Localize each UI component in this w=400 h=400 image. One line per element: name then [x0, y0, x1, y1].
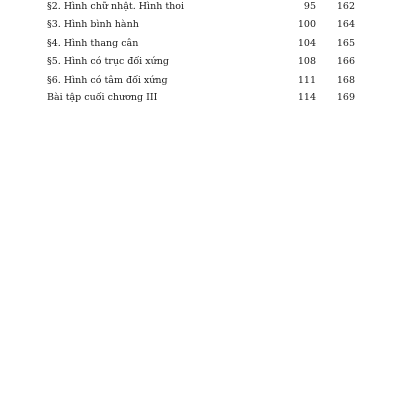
toc-entry-page: 168	[336, 75, 355, 86]
toc-entry-page: 169	[336, 92, 355, 103]
toc-entry-title: §3. Hình bình hành	[47, 19, 139, 30]
toc-entry-page: 100	[297, 19, 316, 30]
toc-entry-title: §4. Hình thang cân	[47, 38, 139, 49]
toc-entry-title: §5. Hình có trục đối xứng	[47, 56, 169, 67]
toc-row	[0, 37, 400, 51]
toc-entry-page: 104	[297, 38, 316, 49]
toc-entry-title: §6. Hình có tâm đối xứng	[47, 75, 168, 86]
toc-entry-page: 166	[336, 56, 355, 67]
toc-row	[0, 74, 400, 88]
toc-entry-page: 111	[297, 75, 316, 86]
toc-entry-page: 114	[297, 92, 316, 103]
toc-entry-page: 164	[336, 19, 355, 30]
toc-row	[0, 91, 400, 105]
toc-entry-page: 165	[336, 38, 355, 49]
toc-entry-title: §2. Hình chữ nhật. Hình thoi	[47, 1, 185, 12]
toc-row	[0, 18, 400, 32]
toc-row	[0, 55, 400, 69]
toc-entry-page: 162	[336, 1, 355, 12]
toc-entry-page: 108	[297, 56, 316, 67]
toc-entry-title: Bài tập cuối chương III	[47, 92, 158, 103]
toc-row	[0, 0, 400, 14]
toc-entry-page: 95	[303, 1, 316, 12]
